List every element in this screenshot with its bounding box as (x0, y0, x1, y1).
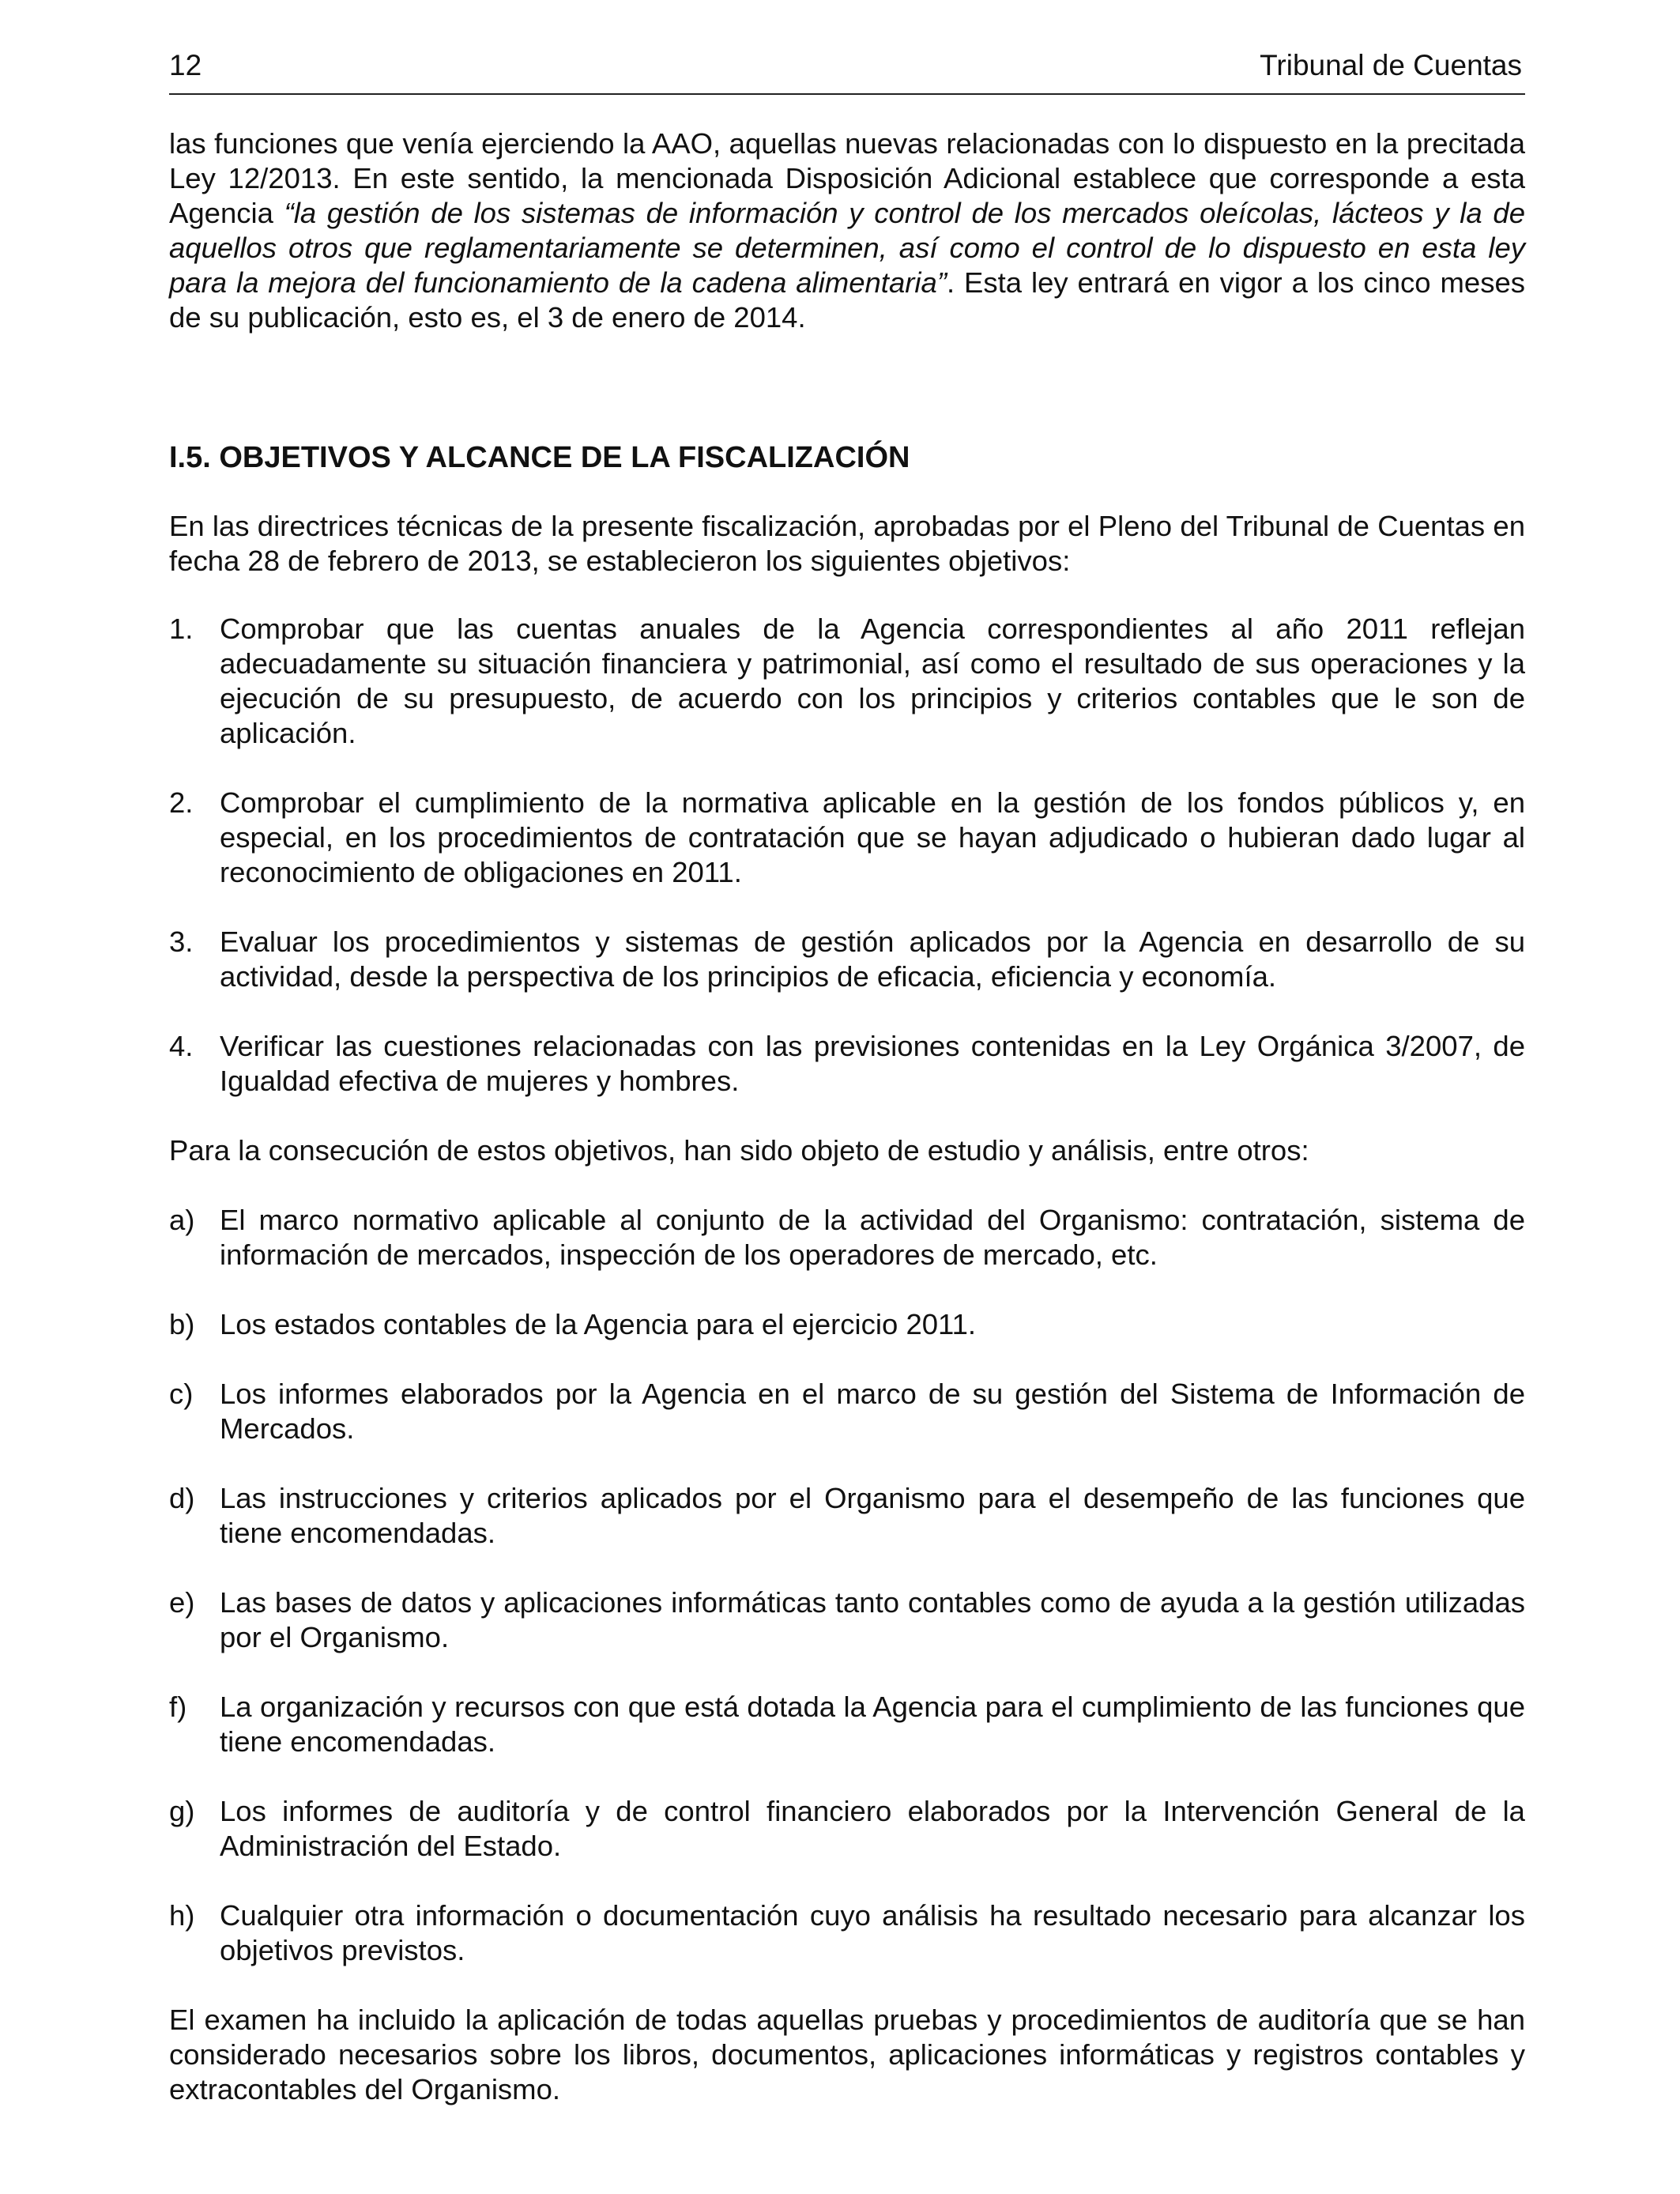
scope-marker: g) (169, 1795, 195, 1827)
scope-marker: a) (169, 1204, 195, 1236)
scope-text: Cualquier otra información o documentación cuyo análisis ha resultado necesario para alcanzar los objetivos previstos. (220, 1899, 1525, 1966)
intro-paragraph (169, 126, 1525, 335)
scope-item (169, 1585, 1525, 1655)
scope-item (169, 1307, 1525, 1342)
section-intro: En las directrices técnicas de la presente fiscalización, aprobadas por el Pleno del Tribunal de Cuentas en fecha 28 de febrero de 2013, se establecieron los siguientes objetivos: (169, 510, 1525, 577)
scope-marker: f) (169, 1691, 187, 1723)
running-header (169, 46, 1525, 95)
objective-item (169, 612, 1525, 751)
scope-marker: h) (169, 1899, 195, 1932)
scope-text: Los informes de auditoría y de control financiero elaborados por la Intervención General de la Administración del Estado. (220, 1795, 1525, 1862)
intro-text-before: las funciones que venía ejerciendo la AAO, aquellas nuevas relacionadas con lo dispuesto en la precitada Ley 12/2013. En este sentido, la mencionada Disposición Adicional establece que corresponde a esta Agencia (169, 127, 1525, 229)
section-title: I.5. OBJETIVOS Y ALCANCE DE LA FISCALIZACIÓN (169, 441, 910, 474)
objective-item (169, 1029, 1525, 1099)
scope-marker: c) (169, 1378, 194, 1410)
objective-text: Comprobar que las cuentas anuales de la Agencia correspondientes al año 2011 reflejan adecuadamente su situación financiera y patrimonial, así como el resultado de sus operaciones y la ejecución de su presupuesto, de acuerdo con los principios y criterios contables que le son de aplicación. (220, 613, 1525, 749)
intro-quote: “la gestión de los sistemas de información y control de los mercados oleícolas, lácteos y la de aquellos otros que reglamentariamente se determinen, así como el control de lo dispuesto en esta ley para la mejora del funcionamiento de la cadena alimentaria” (169, 197, 1526, 299)
scope-intro: Para la consecución de estos objetivos, han sido objeto de estudio y análisis, entre otros: (169, 1134, 1309, 1167)
scope-item (169, 1203, 1525, 1272)
scope-item (169, 1377, 1525, 1446)
objective-marker: 4. (169, 1030, 194, 1062)
scope-item (169, 1481, 1525, 1551)
scope-marker: b) (169, 1308, 195, 1340)
scope-item (169, 1898, 1525, 1968)
objective-marker: 3. (169, 925, 194, 958)
intro-text-after: . Esta ley entrará en vigor a los cinco meses de su publicación, esto es, el 3 de enero de 2014. (169, 266, 1526, 334)
objective-text: Comprobar el cumplimiento de la normativa aplicable en la gestión de los fondos públicos y, en especial, en los procedimientos de contratación que se hayan adjudicado o hubieran dado lugar al reconocimiento de obligaciones en 2011. (220, 786, 1525, 888)
scope-marker: d) (169, 1482, 195, 1514)
scope-text: El marco normativo aplicable al conjunto de la actividad del Organismo: contratación, sistema de información de mercados, inspección de los operadores de mercado, etc. (220, 1204, 1525, 1271)
scope-item (169, 1690, 1525, 1759)
scope-item (169, 1794, 1525, 1864)
document-body (169, 126, 1525, 2107)
scope-text: Las instrucciones y criterios aplicados por el Organismo para el desempeño de las funciones que tiene encomendadas. (220, 1482, 1525, 1549)
scope-marker: e) (169, 1586, 195, 1619)
scope-text: La organización y recursos con que está dotada la Agencia para el cumplimiento de las funciones que tiene encomendadas. (220, 1691, 1525, 1758)
objective-marker: 2. (169, 786, 194, 819)
objective-text: Verificar las cuestiones relacionadas con las previsiones contenidas en la Ley Orgánica 3/2007, de Igualdad efectiva de mujeres y hombres. (220, 1030, 1525, 1097)
scope-text: Los informes elaborados por la Agencia en el marco de su gestión del Sistema de Información de Mercados. (220, 1378, 1525, 1445)
objective-item (169, 925, 1525, 994)
scope-text: Las bases de datos y aplicaciones informáticas tanto contables como de ayuda a la gestión utilizadas por el Organismo. (220, 1586, 1525, 1653)
closing-paragraph: El examen ha incluido la aplicación de todas aquellas pruebas y procedimientos de auditoría que se han considerado necesarios sobre los libros, documentos, aplicaciones informáticas y registros contables y extracontables del Organismo. (169, 2004, 1525, 2105)
objective-item (169, 786, 1525, 890)
header-title: Tribunal de Cuentas (1260, 49, 1522, 81)
objective-text: Evaluar los procedimientos y sistemas de gestión aplicados por la Agencia en desarrollo de su actividad, desde la perspectiva de los principios de eficacia, eficiencia y economía. (220, 925, 1525, 993)
page-number: 12 (169, 49, 202, 81)
objective-marker: 1. (169, 613, 194, 645)
scope-text: Los estados contables de la Agencia para el ejercicio 2011. (220, 1308, 977, 1340)
